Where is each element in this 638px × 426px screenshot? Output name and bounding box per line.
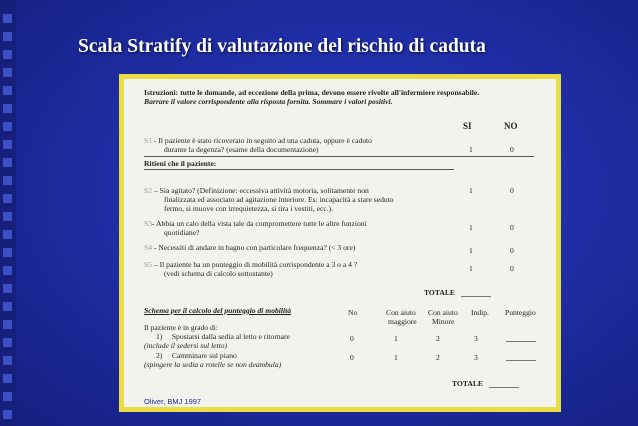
schema-row-1-note: (include il sedersi sul letto) (144, 341, 228, 350)
schema-col-indip: Indip. (471, 308, 489, 317)
schema-total-label: TOTALE (452, 379, 483, 388)
column-no: NO (504, 121, 518, 131)
citation: Oliver, BMJ 1997 (144, 397, 202, 406)
question-3: S3- Abbia un calo della vista tale da compromettere tutte le altre funzioni (144, 219, 367, 228)
question-1: S1 - Il paziente è stato ricoverato in seguito ad una caduta, oppure è caduto (144, 136, 372, 145)
schema-r2-aiuto-maggiore: 1 (394, 353, 398, 362)
slide-title: Scala Stratify di valutazione del rischio di caduta (78, 36, 486, 57)
q4-si-value: 1 (469, 246, 473, 255)
schema-total-blank (489, 387, 519, 388)
question-5: S5 – Il paziente ha un punteggio di mobilità corrispondente a 3 o a 4 ? (144, 260, 358, 269)
schema-intro: Il paziente è in grado di: (144, 323, 219, 332)
schema-row-1: 1) Spostarsi dalla sedia al letto e ritornare (156, 332, 290, 341)
schema-r1-aiuto-minore: 2 (436, 334, 440, 343)
schema-row-2: 2) Camminare sul piano (156, 351, 237, 360)
q5-no-value: 0 (510, 264, 514, 273)
question-2-line-2: finalizzata ed associato ad agitazione interiore. Es: incapacità a stare seduto (164, 195, 394, 204)
total-blank (461, 296, 491, 297)
q2-no-value: 0 (510, 186, 514, 195)
q1-si-value: 1 (469, 145, 473, 154)
q2-si-value: 1 (469, 186, 473, 195)
q1-no-value: 0 (510, 145, 514, 154)
schema-r2-aiuto-minore: 2 (436, 353, 440, 362)
total-label: TOTALE (424, 288, 455, 297)
q4-no-value: 0 (510, 246, 514, 255)
schema-r1-score-blank (506, 341, 536, 342)
schema-r2-no: 0 (350, 353, 354, 362)
schema-col-aiuto-minore-2: Minore (432, 317, 455, 326)
section-heading: Ritieni che il paziente: (144, 159, 217, 168)
scanned-form (119, 74, 561, 412)
schema-r2-indip: 3 (474, 353, 478, 362)
question-4: S4 - Necessiti di andare in bagno con particolare frequenza? (< 3 ore) (144, 243, 356, 252)
question-2: S2 – Sia agitato? (Definizione: eccessiva attività motoria, solitamente non (144, 186, 369, 195)
q3-no-value: 0 (510, 223, 514, 232)
q5-si-value: 1 (469, 264, 473, 273)
question-2-line-3: fermo, si muove con irrequietezza, si tira i vestiti, ecc.). (164, 204, 334, 213)
schema-r1-no: 0 (350, 334, 354, 343)
left-decorative-strip (0, 0, 16, 426)
question-3-line-2: quotidiane? (164, 228, 200, 237)
schema-col-punteggio: Punteggio (505, 308, 536, 317)
schema-col-aiuto-maggiore-2: maggiore (388, 317, 417, 326)
divider (144, 156, 534, 157)
schema-r1-aiuto-maggiore: 1 (394, 334, 398, 343)
instructions-line-1: Istruzioni: tutte le domande, ad eccezione della prima, devono essere rivolte all'infermiere responsabile. (144, 88, 480, 97)
divider (144, 169, 454, 170)
column-si: SI (463, 121, 472, 131)
schema-title: Schema per il calcolo del punteggio di mobilità (144, 306, 292, 315)
q3-si-value: 1 (469, 223, 473, 232)
schema-row-2-note: (spingere la sedia a rotelle se non deambula) (144, 360, 282, 369)
instructions-line-2: Barrare il valore corrispondente alla risposta fornita. Sommare i valori positivi. (144, 97, 393, 106)
question-5-line-2: (vedi schema di calcolo sottostante) (164, 269, 273, 278)
schema-r2-score-blank (506, 360, 536, 361)
schema-r1-indip: 3 (474, 334, 478, 343)
schema-col-aiuto-minore: Con aiuto (428, 308, 458, 317)
schema-col-aiuto-maggiore: Con aiuto (386, 308, 416, 317)
schema-col-no: No (348, 308, 358, 317)
question-1-line-2: durante la degenza? (esame della documentazione) (164, 145, 319, 154)
